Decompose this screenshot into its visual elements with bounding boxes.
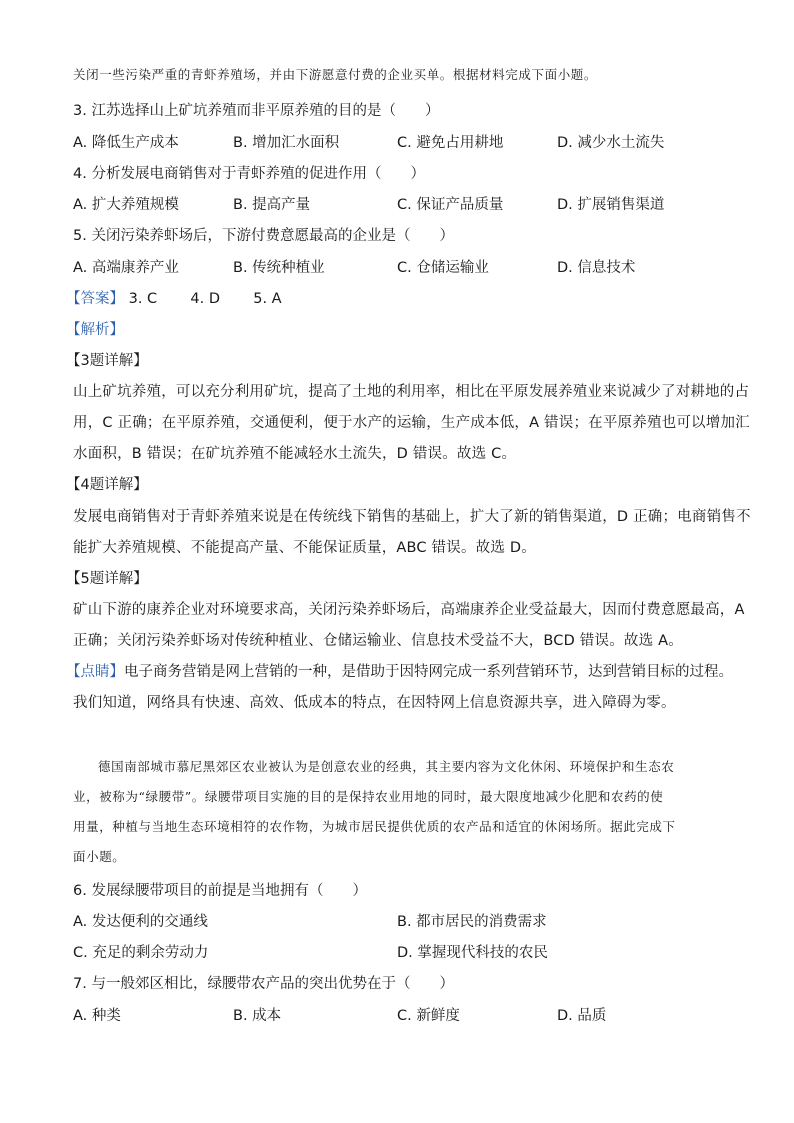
question-7-option-d: D. 品质: [557, 1008, 607, 1024]
key-point-line-2: 我们知道，网络具有快速、高效、低成本的特点，在因特网上信息资源共享，进入障碍为零。: [73, 695, 676, 711]
question-4-stem: 4. 分析发展电商销售对于青虾养殖的促进作用（ ）: [73, 166, 425, 182]
question-7-stem: 7. 与一般郊区相比，绿腰带农产品的突出优势在于（ ）: [73, 976, 454, 992]
question-7-option-b: B. 成本: [233, 1008, 282, 1024]
question-3-stem: 3. 江苏选择山上矿坑养殖而非平原养殖的目的是（ ）: [73, 103, 440, 119]
question-3-option-a: A. 降低生产成本: [73, 135, 179, 151]
question-5-option-d: D. 信息技术: [557, 260, 636, 276]
question-5-option-c: C. 仓储运输业: [397, 260, 489, 276]
analysis-label: 【解析】: [66, 322, 124, 338]
question-4-option-b: B. 提高产量: [233, 197, 311, 213]
detail-3-line-1: 山上矿坑养殖，可以充分利用矿坑，提高了土地的利用率，相比在平原发展养殖业来说减少了对耕地的占: [73, 384, 750, 400]
answer-label: 【答案】: [66, 291, 124, 307]
question-4-option-d: D. 扩展销售渠道: [557, 197, 665, 213]
detail-5-line-2: 正确；关闭污染养虾场对传统种植业、仓储运输业、信息技术受益不大，BCD 错误。故选 A。: [73, 633, 683, 649]
question-6-option-a: A. 发达便利的交通线: [73, 914, 208, 930]
detail-3-line-3: 水面积，B 错误；在矿坑养殖不能减轻水土流失，D 错误。故选 C。: [73, 446, 517, 462]
question-3-option-d: D. 减少水土流失: [557, 135, 665, 151]
detail-5-label: 【5题详解】: [66, 571, 148, 587]
material-intro: 关闭一些污染严重的青虾养殖场，并由下游愿意付费的企业买单。根据材料完成下面小题。: [73, 67, 598, 82]
question-5-option-b: B. 传统种植业: [233, 260, 325, 276]
detail-3-label: 【3题详解】: [66, 353, 148, 369]
key-point-line-1: 电子商务营销是网上营销的一种，是借助于因特网完成一系列营销环节，达到营销目标的过程。: [124, 664, 733, 680]
answer-3: 3. C: [128, 291, 158, 307]
question-6-option-b: B. 都市居民的消费需求: [397, 914, 547, 930]
passage-2-line-1: 德国南部城市慕尼黑郊区农业被认为是创意农业的经典，其主要内容为文化休闲、环境保护和生态农: [98, 759, 675, 774]
question-3-option-c: C. 避免占用耕地: [397, 135, 504, 151]
question-4-option-c: C. 保证产品质量: [397, 197, 504, 213]
detail-4-label: 【4题详解】: [66, 477, 148, 493]
detail-3-line-2: 用，C 正确；在平原养殖，交通便利，便于水产的运输，生产成本低，A 错误；在平原养殖也可以增加汇: [73, 415, 750, 431]
answer-5: 5. A: [253, 291, 282, 307]
question-5-option-a: A. 高端康养产业: [73, 260, 179, 276]
key-point-block: [66, 660, 733, 681]
passage-2-line-4: 面小题。: [73, 849, 126, 864]
question-4-option-a: A. 扩大养殖规模: [73, 197, 179, 213]
passage-2-line-3: 用量，种植与当地生态环境相符的农作物，为城市居民提供优质的农产品和适宜的休闲场所。据此完成下: [73, 819, 676, 834]
passage-2-line-2: 业，被称为“绿腰带”。绿腰带项目实施的目的是保持农业用地的同时，最大限度地减少化肥和农药的使: [73, 789, 664, 804]
detail-5-line-1: 矿山下游的康养企业对环境要求高，关闭污染养虾场后，高端康养企业受益最大，因而付费意愿最高，A: [73, 602, 745, 618]
answer-block: [66, 287, 282, 308]
key-point-label: 【点睛】: [66, 664, 124, 680]
detail-4-line-2: 能扩大养殖规模、不能提高产量、不能保证质量，ABC 错误。故选 D。: [73, 540, 536, 556]
question-6-stem: 6. 发展绿腰带项目的前提是当地拥有（ ）: [73, 883, 367, 899]
question-6-option-d: D. 掌握现代科技的农民: [397, 945, 548, 961]
question-7-option-c: C. 新鲜度: [397, 1008, 460, 1024]
answer-4: 4. D: [190, 291, 221, 307]
question-5-stem: 5. 关闭污染养虾场后，下游付费意愿最高的企业是（ ）: [73, 228, 454, 244]
question-3-option-b: B. 增加汇水面积: [233, 135, 340, 151]
question-7-option-a: A. 种类: [73, 1008, 121, 1024]
question-6-option-c: C. 充足的剩余劳动力: [73, 945, 209, 961]
detail-4-line-1: 发展电商销售对于青虾养殖来说是在传统线下销售的基础上，扩大了新的销售渠道，D 正确；电商销售不: [73, 509, 751, 525]
